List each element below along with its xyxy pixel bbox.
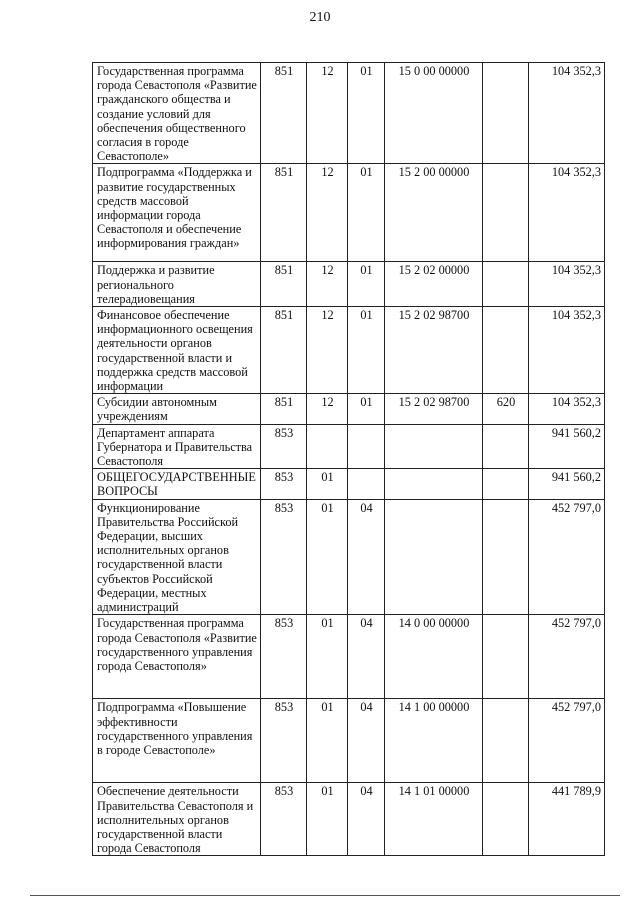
row-pr-cell [348, 424, 385, 469]
row-vr-cell [483, 262, 529, 307]
row-csr-cell [385, 499, 483, 615]
row-ved-cell: 853 [261, 783, 307, 856]
row-vr-cell [483, 699, 529, 783]
row-name-cell: Обеспечение деятельности Правительства Севастополя и исполнительных органов государственной власти города Севастополя [93, 783, 261, 856]
row-ved-cell: 851 [261, 164, 307, 262]
row-name-cell: Государственная программа города Севастополя «Развитие государственного управления города Севастополя» [93, 615, 261, 699]
row-vr-cell [483, 307, 529, 394]
row-ved-cell: 853 [261, 615, 307, 699]
row-vr-cell: 620 [483, 394, 529, 424]
row-pr-cell: 01 [348, 307, 385, 394]
row-csr-cell: 15 2 02 98700 [385, 307, 483, 394]
row-vr-cell [483, 615, 529, 699]
row-csr-cell: 14 1 00 00000 [385, 699, 483, 783]
table-row [93, 424, 605, 469]
row-name-cell: Подпрограмма «Повышение эффективности государственного управления в городе Севастополе» [93, 699, 261, 783]
row-ved-cell: 853 [261, 499, 307, 615]
table-row [93, 783, 605, 856]
row-ved-cell: 853 [261, 699, 307, 783]
row-rz-cell: 12 [307, 63, 348, 164]
row-rz-cell: 01 [307, 699, 348, 783]
row-sum-cell: 941 560,2 [529, 424, 605, 469]
table-row [93, 307, 605, 394]
row-name-cell: Функционирование Правительства Российской Федерации, высших исполнительных органов государственной власти субъектов Российской Федерации, местных администраций [93, 499, 261, 615]
table-row [93, 164, 605, 262]
budget-table [92, 62, 605, 856]
row-sum-cell: 452 797,0 [529, 499, 605, 615]
row-pr-cell: 04 [348, 783, 385, 856]
row-rz-cell: 12 [307, 164, 348, 262]
row-name-cell: Субсидии автономным учреждениям [93, 394, 261, 424]
row-name-cell: Государственная программа города Севастополя «Развитие гражданского общества и создание условий для обеспечения общественного согласия в городе Севастополе» [93, 63, 261, 164]
table-row [93, 394, 605, 424]
row-pr-cell: 01 [348, 164, 385, 262]
row-csr-cell: 15 2 02 98700 [385, 394, 483, 424]
row-csr-cell [385, 424, 483, 469]
row-name-cell: Финансовое обеспечение информационного освещения деятельности органов государственной власти и поддержка средств массовой информации [93, 307, 261, 394]
row-pr-cell: 01 [348, 262, 385, 307]
row-sum-cell: 104 352,3 [529, 262, 605, 307]
row-rz-cell: 01 [307, 469, 348, 499]
page-bottom-rule [30, 895, 620, 896]
row-ved-cell: 851 [261, 394, 307, 424]
row-ved-cell: 853 [261, 424, 307, 469]
row-vr-cell [483, 164, 529, 262]
row-pr-cell: 04 [348, 615, 385, 699]
row-vr-cell [483, 783, 529, 856]
row-name-cell: Подпрограмма «Поддержка и развитие государственных средств массовой информации города Севастополя и обеспечение информирования граждан» [93, 164, 261, 262]
row-pr-cell: 04 [348, 699, 385, 783]
row-csr-cell: 15 0 00 00000 [385, 63, 483, 164]
page-number: 210 [309, 10, 331, 25]
row-pr-cell: 01 [348, 394, 385, 424]
row-rz-cell [307, 424, 348, 469]
table-body [93, 63, 605, 856]
table-row [93, 615, 605, 699]
row-csr-cell: 15 2 00 00000 [385, 164, 483, 262]
row-rz-cell: 01 [307, 499, 348, 615]
row-vr-cell [483, 469, 529, 499]
row-ved-cell: 853 [261, 469, 307, 499]
row-sum-cell: 941 560,2 [529, 469, 605, 499]
row-sum-cell: 441 789,9 [529, 783, 605, 856]
row-pr-cell: 04 [348, 499, 385, 615]
row-sum-cell: 452 797,0 [529, 699, 605, 783]
row-csr-cell: 14 0 00 00000 [385, 615, 483, 699]
row-ved-cell: 851 [261, 307, 307, 394]
table-row [93, 499, 605, 615]
row-vr-cell [483, 63, 529, 164]
row-name-cell: Департамент аппарата Губернатора и Правительства Севастополя [93, 424, 261, 469]
row-ved-cell: 851 [261, 63, 307, 164]
row-name-cell: ОБЩЕГОСУДАРСТВЕННЫЕ ВОПРОСЫ [93, 469, 261, 499]
row-vr-cell [483, 424, 529, 469]
row-pr-cell [348, 469, 385, 499]
row-rz-cell: 12 [307, 262, 348, 307]
row-rz-cell: 01 [307, 783, 348, 856]
row-pr-cell: 01 [348, 63, 385, 164]
table-row [93, 262, 605, 307]
row-csr-cell [385, 469, 483, 499]
row-vr-cell [483, 499, 529, 615]
row-sum-cell: 452 797,0 [529, 615, 605, 699]
row-sum-cell: 104 352,3 [529, 164, 605, 262]
row-csr-cell: 14 1 01 00000 [385, 783, 483, 856]
row-rz-cell: 12 [307, 394, 348, 424]
row-sum-cell: 104 352,3 [529, 307, 605, 394]
row-rz-cell: 12 [307, 307, 348, 394]
table-row [93, 469, 605, 499]
row-csr-cell: 15 2 02 00000 [385, 262, 483, 307]
row-ved-cell: 851 [261, 262, 307, 307]
row-sum-cell: 104 352,3 [529, 394, 605, 424]
row-sum-cell: 104 352,3 [529, 63, 605, 164]
row-name-cell: Поддержка и развитие регионального телерадиовещания [93, 262, 261, 307]
table-row [93, 63, 605, 164]
table-row [93, 699, 605, 783]
row-rz-cell: 01 [307, 615, 348, 699]
